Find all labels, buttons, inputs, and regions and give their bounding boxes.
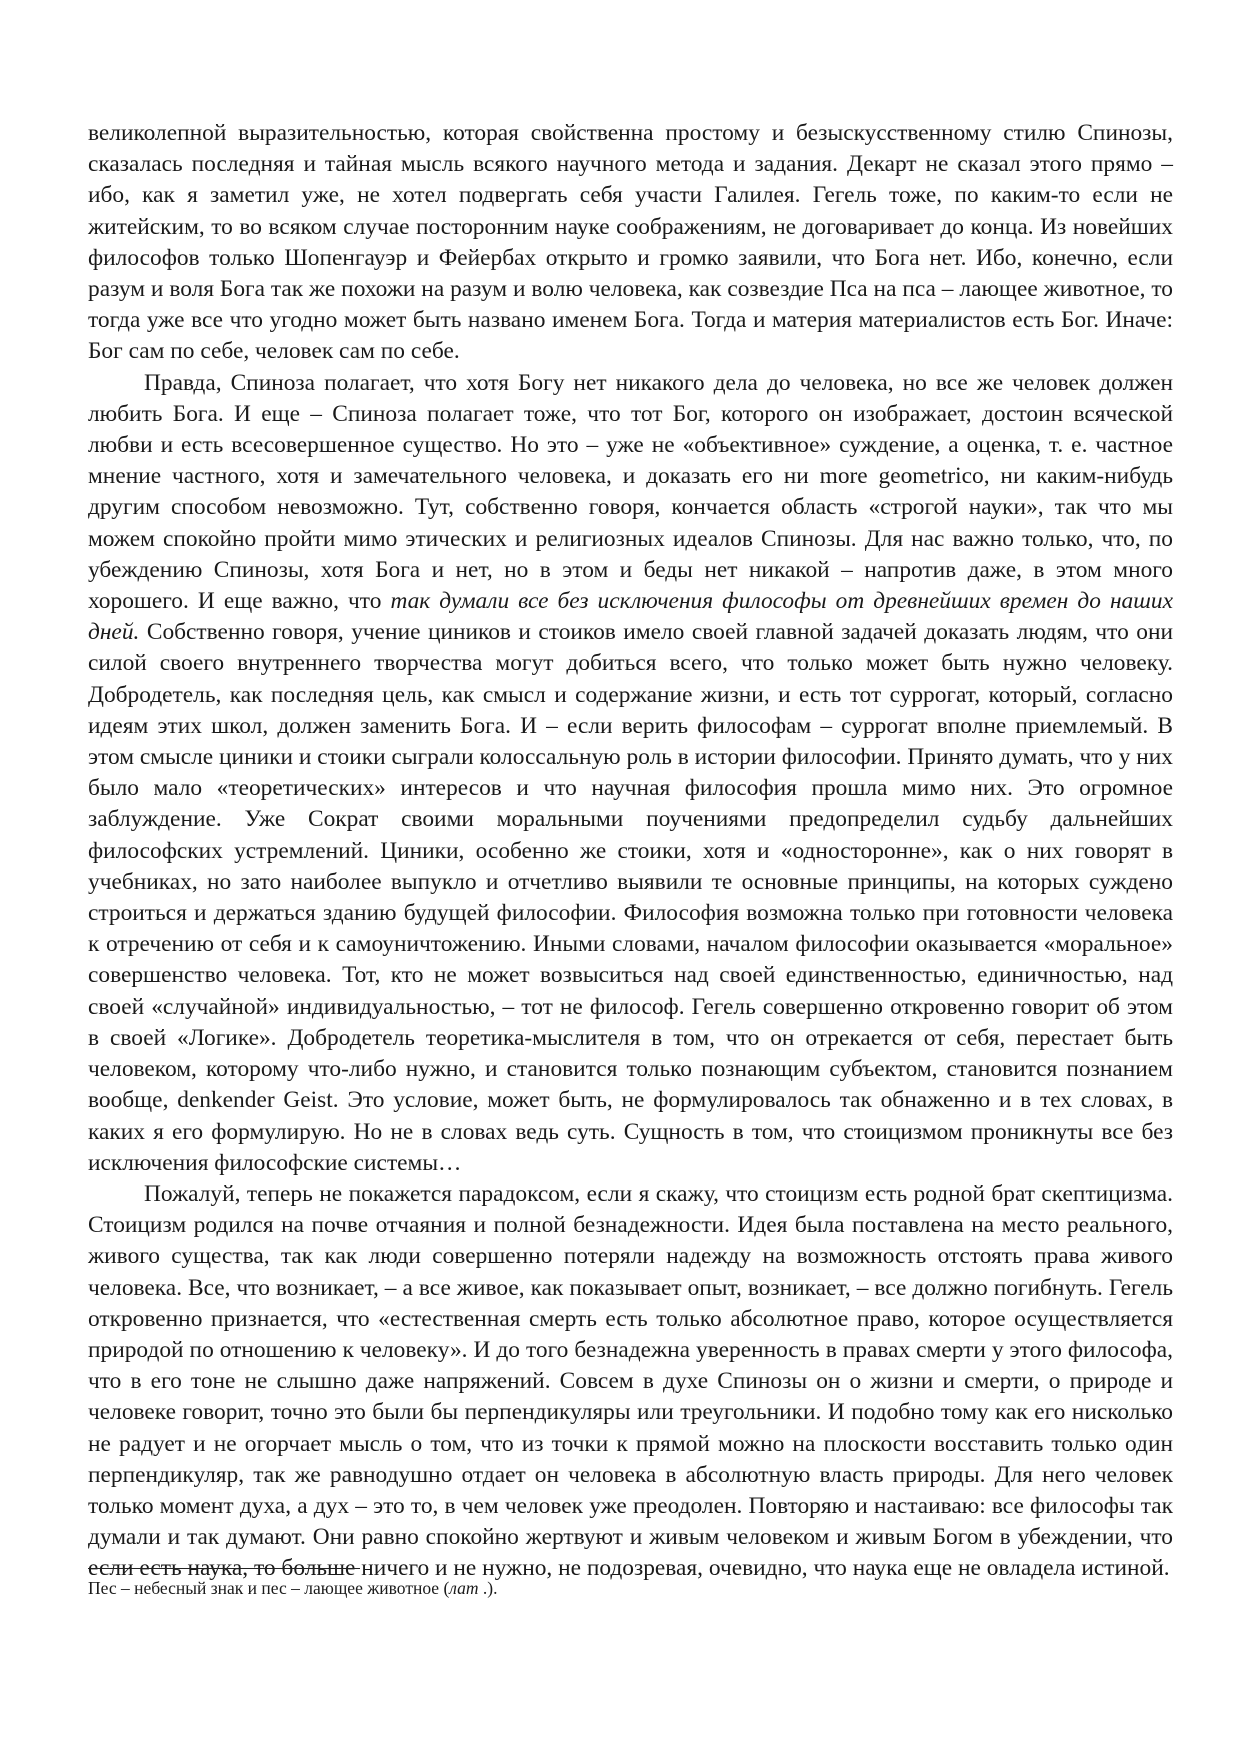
footnote-italic: лат — [449, 1578, 479, 1598]
paragraph-1 — [88, 118, 1173, 368]
paragraph-1-text: великолепной выразительностью, которая свойственна простому и безыскусственному стилю Спинозы, сказалась последняя и тайная мысль всякого научного метода и задания. Декарт не сказал этого прямо – ибо, как я заметил уже, не хотел подвергать себя участи Галилея. Гегель тоже, по каким-то если не житейским, то во всяком случае посторонним науке соображениям, не договаривает до конца. Из новейших философов только Шопенгауэр и Фейербах открыто и громко заявили, что Бога нет. Ибо, конечно, если разум и воля Бога так же похожи на разум и волю человека, как созвездие Пса на пса – лающее животное, то тогда уже все что угодно может быть названо именем Бога. Тогда и материя материалистов есть Бог. Иначе: Бог сам по себе, человек сам по себе. — [88, 120, 1173, 365]
paragraph-2-text-b: Собственно говоря, учение циников и стоиков имело своей главной задачей доказать людям, что они силой своего внутреннего творчества могут добиться всего, что только может быть нужно человеку. Добродетель, как последняя цель, как смысл и содержание жизни, и есть тот суррогат, который, согласно идеям этих школ, должен заменить Бога. И – если верить философам – суррогат вполне приемлемый. В этом смысле циники и стоики сыграли колоссальную роль в истории философии. Принято думать, что у них было мало «теоретических» интересов и что научная философия прошла мимо них. Это огромное заблуждение. Уже Сократ своими моральными поучениями предопределил судьбу дальнейших философских устремлений. Циники, особенно же стоики, хотя и «односторонне», как о них говорят в учебниках, но зато наиболее выпукло и отчетливо выявили те основные принципы, на которых суждено строиться и держаться зданию будущей философии. Философия возможна только при готовности человека к отречению от себя и к самоуничтожению. Иными словами, началом философии оказывается «моральное» совершенство человека. Тот, кто не может возвыситься над своей единственностью, единичностью, над своей «случайной» индивидуальностью, – тот не философ. Гегель совершенно откровенно говорит об этом в своей «Логике». Добродетель теоретика-мыслителя в том, что он отрекается от себя, перестает быть человеком, которому что-либо нужно, и становится только познающим субъектом, становится познанием вообще, denkender Geist. Это условие, может быть, не формулировалось так обнаженно и в тех словах, в каких я его формулирую. Но не в словах ведь суть. Сущность в том, что стоицизмом проникнуты все без исключения философские системы… — [88, 619, 1173, 1176]
footnote-separator — [88, 1568, 360, 1569]
document-body — [88, 118, 1173, 1585]
paragraph-2-italic-emphasis: так думали все без исключения философы от древнейших времен до наших дней. — [88, 588, 1173, 646]
paragraph-2-text-a: Правда, Спиноза полагает, что хотя Богу нет никакого дела до человека, но все же человек должен любить Бога. И еще – Спиноза полагает тоже, что тот Бог, которого он изображает, достоин всяческой любви и есть всесовершенное существо. Но это – уже не «объективное» суждение, а оценка, т. е. частное мнение частного, хотя и замечательного человека, и доказать его ни more geometrico, ни каким-нибудь другим способом невозможно. Тут, собственно говоря, кончается область «строгой науки», так что мы можем спокойно пройти мимо этических и религиозных идеалов Спинозы. Для нас важно только, что, по убеждению Спинозы, хотя Бога и нет, но в этом и беды нет никакой – напротив даже, в этом много хорошего. И еще важно, что — [88, 369, 1173, 615]
paragraph-3 — [88, 1179, 1173, 1585]
paragraph-3-text: Пожалуй, теперь не покажется парадоксом, если я скажу, что стоицизм есть родной брат скептицизма. Стоицизм родился на почве отчаяния и полной безнадежности. Идея была поставлена на место реального, живого существа, так как люди совершенно потеряли надежду на возможность отстоять права живого человека. Все, что возникает, – а все живое, как показывает опыт, возникает, – все должно погибнуть. Гегель откровенно признается, что «естественная смерть есть только абсолютное право, которое осуществляется природой по отношению к человеку». И до того безнадежна уверенность в правах смерти у этого философа, что в его тоне не слышно даже напряжений. Совсем в духе Спинозы он о жизни и смерти, о природе и человеке говорит, точно это были бы перпендикуляры или треугольники. И подобно тому как его нисколько не радует и не огорчает мысль о том, что из точки к прямой можно на плоскости восставить только один перпендикуляр, так же равнодушно отдает он человека в абсолютную власть природы. Для него человек только момент духа, а дух – это то, в чем человек уже преодолен. Повторяю и настаиваю: все философы так думали и так думают. Они равно спокойно жертвуют и живым человеком и живым Богом в убеждении, что если есть наука, то больше ничего и не нужно, не подозревая, очевидно, что наука еще не овладела истиной. — [88, 1180, 1173, 1582]
paragraph-2 — [88, 368, 1173, 1179]
footnote — [88, 1576, 497, 1600]
footnote-text-b: .). — [478, 1578, 498, 1598]
footnote-text-a: Пес – небесный знак и пес – лающее животное ( — [88, 1578, 450, 1598]
